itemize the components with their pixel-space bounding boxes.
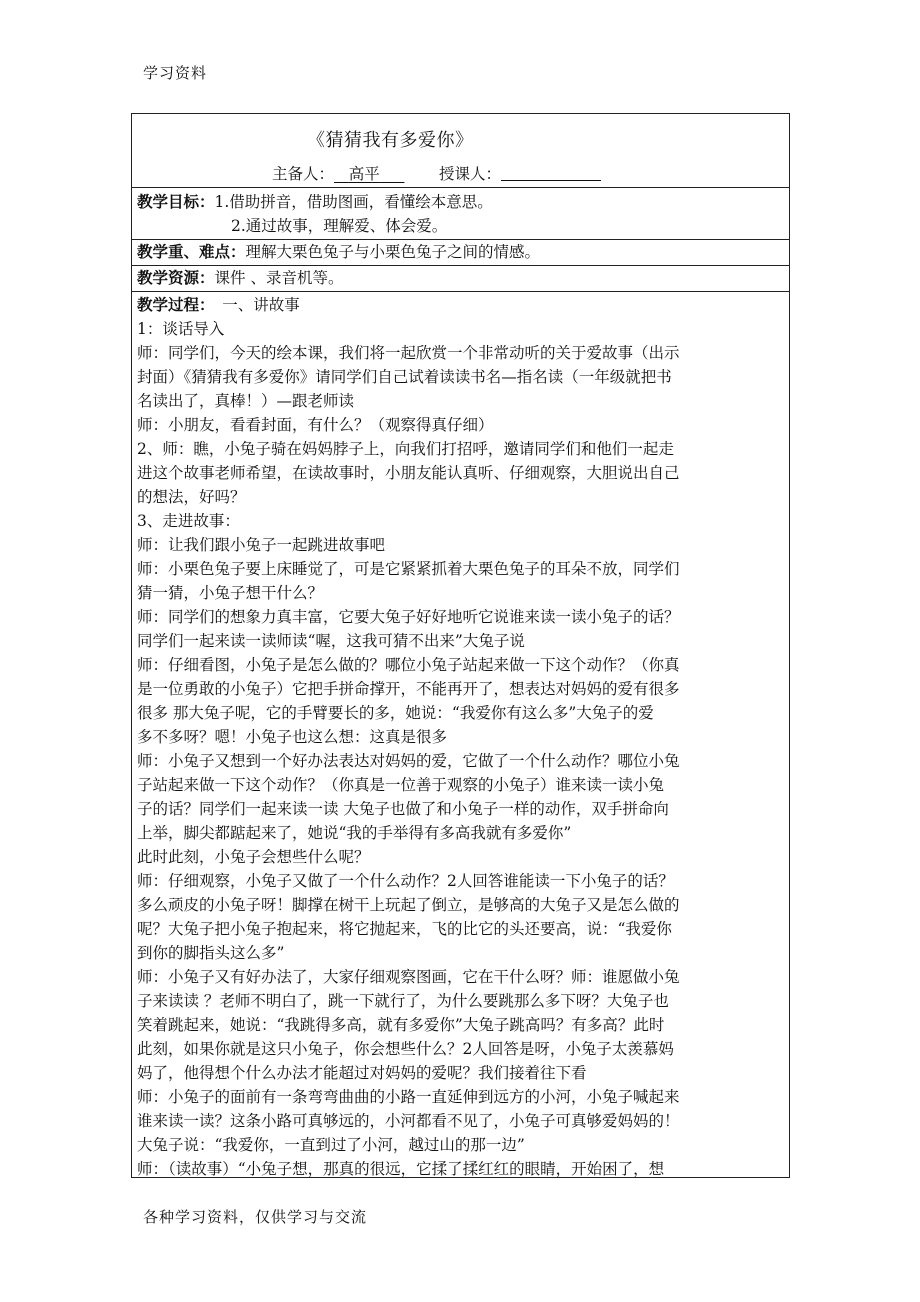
process-label: 教学过程： [137,295,207,314]
process-line: 1：谈话导入 [137,320,225,338]
resources-label: 教学资源： [137,268,215,287]
goal-line-1 [137,190,784,214]
process-line: 子的话？同学们一起来读一读 大兔子也做了和小兔子一样的动作，双手拼命向 [137,800,669,818]
document-title: 《猜猜我有多爱你》 [307,130,474,151]
process-line: 同学们一起来读一读师读“喔，这我可猜不出来”大兔子说 [137,632,525,650]
title-row [132,114,789,188]
process-line: 封面）《猜猜我有多爱你》请同学们自己试着读读书名—指名读（一年级就把书 [137,368,672,386]
process-line: 名读出了，真棒！）—跟老师读 [137,392,355,410]
process-line: 很多 那大兔子呢，它的手臂要长的多，她说：“我爱你有这么多”大兔子的爱 [137,704,654,722]
goals-label: 教学目标： [137,192,215,211]
process-line: 此时此刻，小兔子会想些什么呢？ [137,848,370,866]
resources-text: 课件 、录音机等。 [214,269,344,287]
process-line: 的想法，好吗？ [137,488,246,506]
preparer-name: 高平 [348,165,380,183]
teacher-name-blank [501,166,601,181]
process-line: 进这个故事老师希望，在读故事时，小朋友能认真听、仔细观察，大胆说出自己 [137,464,680,482]
page-header-note: 学习资料 [143,64,208,82]
process-line: 师：小兔子又想到一个好办法表达对妈妈的爱，它做了一个什么动作？哪位小兔 [137,752,680,770]
process-line: 子站起来做一下这个动作？（你真是一位善于观察的小兔子）谁来读一读小兔 [137,776,665,794]
page-footer-note: 各种学习资料，仅供学习与交流 [143,1208,368,1226]
goal-2: 2.通过故事，理解爱、体会爱。 [231,217,448,235]
process-line: 3、走进故事： [137,512,240,530]
process-line: 师：仔细看图，小兔子是怎么做的？哪位小兔子站起来做一下这个动作？（你真 [137,656,680,674]
process-line: 2、师：瞧，小兔子骑在妈妈脖子上，向我们打招呼，邀请同学们和他们一起走 [137,440,674,458]
keypoints-label: 教学重、难点： [137,242,246,261]
process-line: 猜一猜，小兔子想干什么？ [137,584,324,602]
teacher-label: 授课人： [438,165,501,183]
process-body [137,317,784,1178]
process-line: 笑着跳起来，她说：“我跳得多高，就有多爱你”大兔子跳高吗？有多高？此时 [137,1016,665,1034]
process-row [132,292,789,1178]
process-line: 师：小兔子的面前有一条弯弯曲曲的小路一直延伸到远方的小河，小兔子喊起来 [137,1088,680,1106]
process-line: 到你的脚指头这么多” [137,944,285,962]
process-line: 师：同学们的想象力真丰富，它要大兔子好好地听它说谁来读一读小兔子的话？ [137,608,680,626]
process-line: 师：小兔子又有好办法了，大家仔细观察图画，它在干什么呀？师：谁愿做小兔 [137,968,680,986]
process-line: 子来读读 ？老师不明白了，跳一下就行了，为什么要跳那么多下呀？大兔子也 [137,992,669,1010]
process-line: 是一位勇敢的小兔子）它把手拼命撑开，不能再开了，想表达对妈妈的爱有很多 [137,680,680,698]
process-line: 多么顽皮的小兔子呀！脚撑在树干上玩起了倒立，是够高的大兔子又是怎么做的 [137,896,680,914]
process-line: 大兔子说：“我爱你，一直到过了小河，越过山的那一边” [137,1136,525,1154]
lesson-plan-table [131,113,790,1178]
preparer-label: 主备人： [272,165,335,183]
process-line: 师：让我们跟小兔子一起跳进故事吧 [137,536,386,554]
process-line: 谁来读一读？这条小路可真够远的，小河都看不见了，小兔子可真够爱妈妈的！ [137,1112,680,1130]
staff-line [272,162,601,184]
keypoints-row [132,240,789,266]
process-line: 师：同学们，今天的绘本课，我们将一起欣赏一个非常动听的关于爱故事（出示 [137,344,680,362]
resources-row [132,266,789,292]
process-line: 多不多呀？嗯！小兔子也这么想：这真是很多 [137,728,448,746]
goals-row [132,188,789,240]
process-line: 师：仔细观察，小兔子又做了一个什么动作？2人回答谁能读一下小兔子的话？ [137,872,674,890]
process-line: 师：小栗色兔子要上床睡觉了，可是它紧紧抓着大栗色兔子的耳朵不放，同学们 [137,560,680,578]
goal-1: 1.借助拼音，借助图画，看懂绘本意思。 [214,193,493,211]
process-line: 此刻，如果你就是这只小兔子，你会想些什么？2人回答是呀，小兔子太羡慕妈 [137,1040,674,1058]
process-first-step: 一、讲故事 [206,296,300,314]
keypoints-text: 理解大栗色兔子与小栗色兔子之间的情感。 [245,243,541,261]
process-line: 妈了，他得想个什么办法才能超过对妈妈的爱呢？我们接着往下看 [137,1064,587,1082]
process-line: 上举，脚尖都踮起来了，她说“我的手举得有多高我就有多爱你” [137,824,572,842]
process-line: 呢？大兔子把小兔子抱起来，将它抛起来，飞的比它的头还要高，说：“我爱你 [137,920,672,938]
process-line: 师：小朋友，看看封面，有什么？（观察得真仔细） [137,416,494,434]
process-line: 师：（读故事）“小兔子想，那真的很远，它揉了揉红红的眼睛，开始困了，想 [137,1160,665,1178]
